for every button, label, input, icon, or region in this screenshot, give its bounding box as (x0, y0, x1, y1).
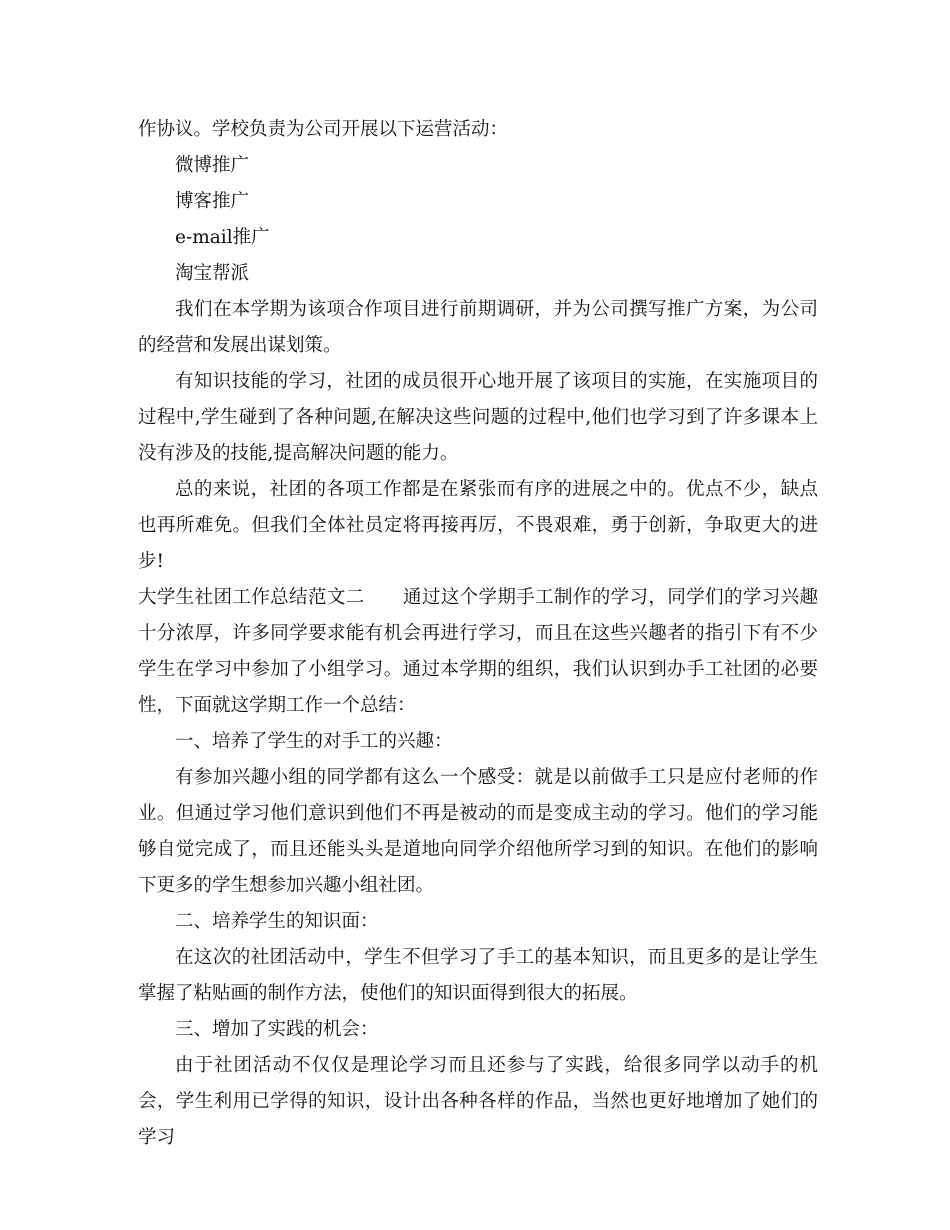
subheading: 一、培养了学生的对手工的兴趣： (175, 731, 453, 752)
document-body (138, 112, 818, 1156)
paragraph: 在这次的社团活动中，学生不但学习了手工的基本知识，而且更多的是让学生掌握了粘贴画的制作方法，使他们的知识面得到很大的拓展。 (138, 947, 818, 1004)
paragraph: 有知识技能的学习，社团的成员很开心地开展了该项目的实施，在实施项目的过程中,学生碰到了各种问题,在解决这些问题的过程中,他们也学习到了许多课本上没有涉及的技能,提高解决问题的能力。 (138, 371, 818, 464)
list-item-email: e-mail推广 (175, 227, 270, 248)
list-item-weibo: 微博推广 (175, 155, 250, 176)
section-text: 通过这个学期手工制作的学习，同学们的学习兴趣十分浓厚，许多同学要求能有机会再进行学习，而且在这些兴趣者的指引下有不少学生在学习中参加了小组学习。通过本学期的组织，我们认识到办手工社团的必要性，下面就这学期工作一个总结： (138, 587, 818, 716)
subheading: 二、培养学生的知识面： (175, 911, 379, 932)
list-item-blog: 博客推广 (175, 191, 250, 212)
section-title: 大学生社团工作总结范文二 (138, 587, 365, 608)
paragraph: 作协议。学校负责为公司开展以下运营活动： (138, 119, 509, 140)
paragraph: 有参加兴趣小组的同学都有这么一个感受：就是以前做手工只是应付老师的作业。但通过学习他们意识到他们不再是被动的而是变成主动的学习。他们的学习能够自觉完成了，而且还能头头是道地向同学介绍他所学习到的知识。在他们的影响下更多的学生想参加兴趣小组社团。 (138, 767, 818, 896)
section-paragraph (138, 580, 818, 724)
paragraph: 由于社团活动不仅仅是理论学习而且还参与了实践，给很多同学以动手的机会，学生利用已学得的知识，设计出各种各样的作品，当然也更好地增加了她们的学习 (138, 1055, 818, 1148)
paragraph: 我们在本学期为该项合作项目进行前期调研，并为公司撰写推广方案，为公司的经营和发展出谋划策。 (138, 299, 818, 356)
list-item-taobao: 淘宝帮派 (175, 263, 250, 284)
paragraph: 总的来说，社团的各项工作都是在紧张而有序的进展之中的。优点不少，缺点也再所难免。但我们全体社员定将再接再厉，不畏艰难，勇于创新，争取更大的进步! (138, 479, 818, 572)
subheading: 三、增加了实践的机会： (175, 1019, 379, 1040)
